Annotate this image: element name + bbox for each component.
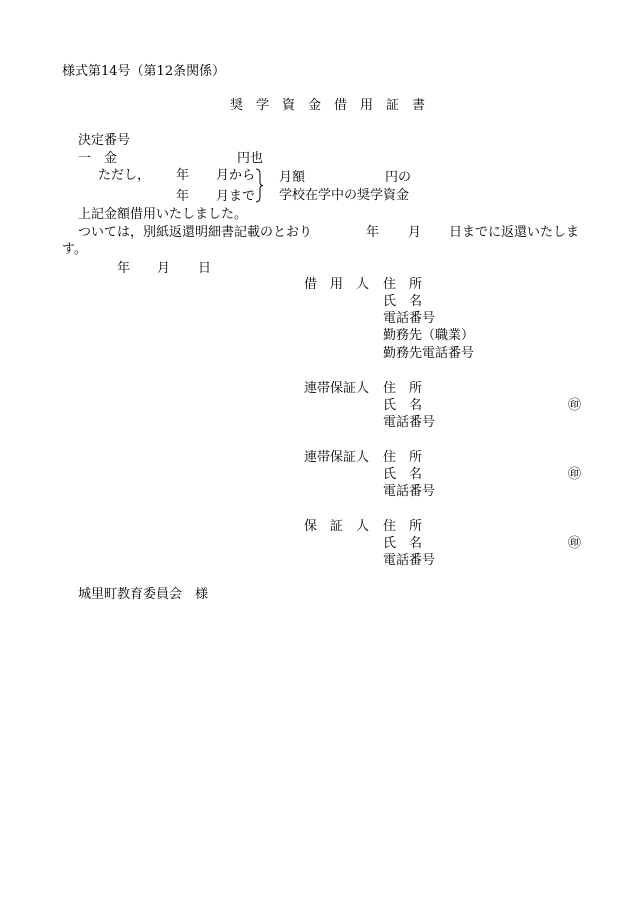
- borrower-name-label: 氏 名: [383, 294, 423, 309]
- guarantor3-phone-label: 電話番号: [383, 553, 436, 568]
- guarantor1-address-label: 住 所: [383, 381, 423, 396]
- amount-suffix: 円也: [237, 151, 264, 166]
- from-year: 年: [176, 168, 190, 183]
- body-line-2: ついては，別紙返還明細書記載のとおり: [78, 225, 313, 240]
- borrower-address-label: 住 所: [383, 277, 423, 292]
- from-month: 月から: [216, 168, 256, 183]
- monthly-yen-label: 円の: [385, 170, 412, 185]
- borrower-role: 借 用 人: [304, 277, 370, 292]
- amount-prefix: 一 金: [78, 151, 118, 166]
- repay-day-text: 日までに返還いたしま: [449, 225, 580, 240]
- body-line-1: 上記金額借用いたしました。: [78, 207, 248, 222]
- seal-icon: ㊞: [568, 398, 582, 413]
- guarantor2-phone-label: 電話番号: [383, 484, 436, 499]
- guarantor2-name-label: 氏 名: [383, 467, 423, 482]
- body-line-2-continued: す。: [62, 242, 87, 257]
- date-year: 年: [117, 261, 131, 276]
- monthly-amount-label: 月額: [279, 170, 306, 185]
- form-number-label: 様式第14号（第12条関係）: [62, 64, 226, 79]
- addressee: 城里町教育委員会 様: [78, 587, 209, 602]
- date-month: 月: [157, 261, 171, 276]
- date-day: 日: [198, 261, 212, 276]
- borrower-phone-label: 電話番号: [383, 311, 436, 326]
- seal-icon: ㊞: [568, 467, 582, 482]
- guarantor2-role: 連帯保証人: [304, 450, 370, 465]
- to-year: 年: [176, 189, 190, 204]
- fund-description: 学校在学中の奨学資金: [279, 188, 410, 203]
- guarantor3-address-label: 住 所: [383, 519, 423, 534]
- guarantor1-name-label: 氏 名: [383, 398, 423, 413]
- seal-icon: ㊞: [568, 536, 582, 551]
- guarantor3-name-label: 氏 名: [383, 536, 423, 551]
- decision-number-label: 決定番号: [78, 133, 131, 148]
- guarantor2-address-label: 住 所: [383, 450, 423, 465]
- guarantor1-role: 連帯保証人: [304, 381, 370, 396]
- guarantor3-role: 保 証 人: [304, 519, 370, 534]
- repay-year: 年: [366, 225, 380, 240]
- curly-brace-icon: [255, 168, 263, 203]
- borrower-employer-phone-label: 勤務先電話番号: [383, 346, 475, 361]
- to-month: 月まで: [216, 189, 256, 204]
- document-title: 奨 学 資 金 借 用 証 書: [230, 98, 426, 113]
- guarantor1-phone-label: 電話番号: [383, 415, 436, 430]
- proviso-label: ただし，: [98, 168, 151, 183]
- repay-month: 月: [408, 225, 422, 240]
- borrower-employer-label: 勤務先（職業）: [383, 328, 475, 343]
